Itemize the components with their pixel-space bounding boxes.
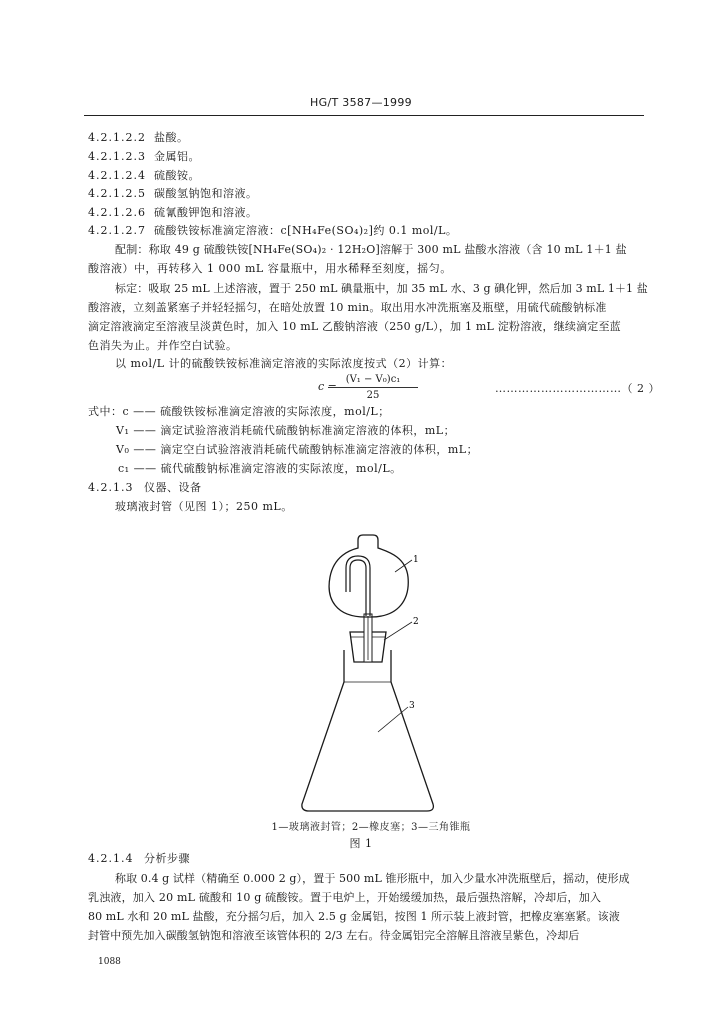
item-4-2-1-2-7 (88, 224, 457, 238)
cal-line-4: 色消失为止。并作空白试验。 (88, 339, 238, 352)
item-text: 金属铝。 (154, 150, 200, 163)
section-4-2-1-4-heading (88, 852, 190, 866)
item-number: 4.2.1.2.7 (88, 224, 146, 237)
cal-line-3: 滴定溶液滴定至溶液呈淡黄色时，加入 10 mL 乙酸钠溶液（250 g/L），加 1 mL 淀粉溶液，继续滴定至蓝 (88, 320, 621, 333)
procedure-line-2: 乳浊液，加入 20 mL 硫酸和 10 g 硫酸铵。置于电炉上，开始缓缓加热，最后强热溶解，冷却后，加入 (88, 891, 602, 904)
calc-intro: 以 mol/L 计的硫酸铁铵标准滴定溶液的实际浓度按式（2）计算： (115, 357, 453, 370)
procedure-line-4: 封管中预先加入碳酸氢钠饱和溶液至该管体积的 2/3 左右。待金属铝完全溶解且溶液呈紫色，冷却后 (88, 929, 580, 942)
item-text: 盐酸。 (154, 131, 189, 144)
item-text: 硫氰酸钾饱和溶液。 (154, 206, 258, 219)
item-4-2-1-2-2 (88, 131, 189, 145)
item-number: 4.2.1.2.6 (88, 206, 146, 219)
item-number: 4.2.1.2.2 (88, 131, 146, 144)
section-4-2-1-3-heading (88, 481, 202, 495)
formula-denominator: 25 (366, 390, 380, 401)
formula-lhs: c = (318, 380, 337, 393)
label-1: 1 (413, 555, 419, 565)
header-standard-code: HG/T 3587—1999 (310, 96, 412, 109)
formula-numerator: (V₁ − V₀)c₁ (345, 374, 401, 385)
item-number: 4.2.1.2.3 (88, 150, 146, 163)
section-4-2-1-3-text: 玻璃液封管（见图 1）；250 mL。 (115, 500, 293, 513)
item-text: 硫酸铵。 (154, 169, 200, 182)
where-line-4: c₁ —— 硫代硫酸钠标准滴定溶液的实际浓度，mol/L。 (118, 462, 402, 475)
where-line-3: V₀ —— 滴定空白试验溶液消耗硫代硫酸钠标准滴定溶液的体积，mL； (116, 443, 479, 456)
item-4-2-1-2-5 (88, 187, 258, 201)
procedure-line-1: 称取 0.4 g 试样（精确至 0.000 2 g），置于 500 mL 锥形瓶中，加入少量水冲洗瓶壁后，摇动，使形成 (115, 872, 630, 885)
conical-flask (302, 650, 434, 811)
item-number: 4.2.1.2.4 (88, 169, 146, 182)
item-number: 4.2.1.2.5 (88, 187, 146, 200)
prep-line-2: 酸溶液）中，再转移入 1 000 mL 容量瓶中，用水稀释至刻度，摇匀。 (88, 262, 452, 275)
item-text: 碳酸氢钠饱和溶液。 (154, 187, 258, 200)
page-number: 1088 (98, 957, 121, 967)
prep-line-1: 配制：称取 49 g 硫酸铁铵[NH₄Fe(SO₄)₂ · 12H₂O]溶解于 300 mL 盐酸水溶液（含 10 mL 1＋1 盐 (115, 243, 627, 256)
procedure-line-3: 80 mL 水和 20 mL 盐酸，充分摇匀后，加入 2.5 g 金属铝，按图 1 所示装上液封管，把橡皮塞塞紧。该液 (88, 910, 620, 923)
label-2: 2 (413, 617, 419, 627)
item-4-2-1-2-4 (88, 169, 200, 183)
figure-title: 图 1 (349, 837, 373, 850)
cal-line-1: 标定：吸取 25 mL 上述溶液，置于 250 mL 碘量瓶中，加 35 mL 水、3 g 碘化钾，然后加 3 mL 1＋1 盐 (115, 282, 648, 295)
formula-tag: ……………………………（ 2 ） (495, 382, 660, 395)
section-number: 4.2.1.3 (88, 481, 134, 494)
section-title: 仪器、设备 (144, 481, 202, 494)
figure-legend: 1—玻璃液封管；2—橡皮塞；3—三角锥瓶 (271, 822, 471, 833)
apparatus-drawing (300, 532, 440, 814)
glass-seal-bulb (329, 535, 408, 617)
item-4-2-1-2-3 (88, 150, 200, 164)
formula-fraction (328, 374, 418, 402)
item-4-2-1-2-6 (88, 206, 258, 220)
section-number: 4.2.1.4 (88, 852, 134, 865)
where-line-1: 式中：c —— 硫酸铁铵标准滴定溶液的实际浓度，mol/L； (88, 405, 390, 418)
item-text: 硫酸铁铵标准滴定溶液：c[NH₄Fe(SO₄)₂]约 0.1 mol/L。 (154, 224, 458, 237)
label-3: 3 (409, 701, 415, 711)
where-line-2: V₁ —— 滴定试验溶液消耗硫代硫酸钠标准滴定溶液的体积，mL； (116, 424, 456, 437)
leader-line-2 (384, 622, 412, 640)
cal-line-2: 酸溶液，立刻盖紧塞子并轻轻摇匀，在暗处放置 10 min。取出用水冲洗瓶塞及瓶壁，用硫代硫酸钠标准 (88, 301, 607, 314)
inner-u-tube (350, 560, 366, 616)
leader-line-1 (395, 560, 412, 572)
header-rule (84, 115, 644, 116)
figure-1 (300, 532, 440, 818)
fraction-bar (328, 387, 418, 388)
section-title: 分析步骤 (144, 852, 190, 865)
